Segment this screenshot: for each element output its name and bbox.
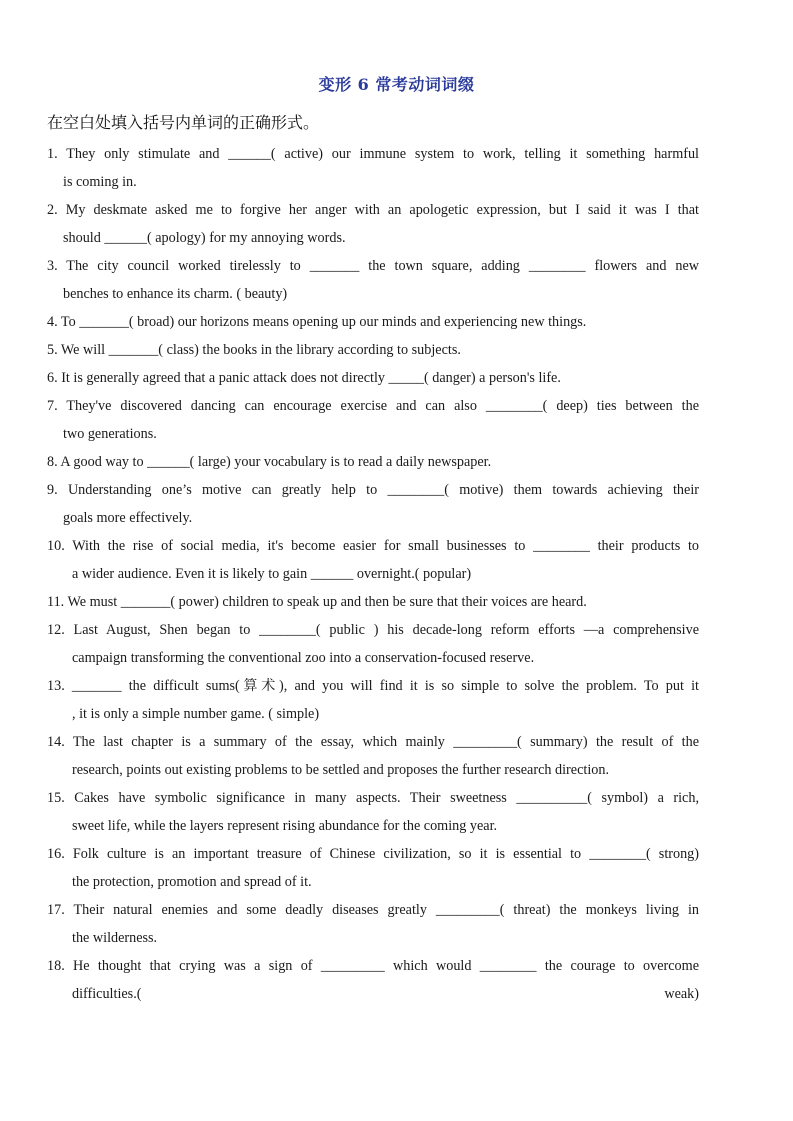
- item-line-left: difficulties.(: [72, 986, 142, 1002]
- instruction-text: 在空白处填入括号内单词的正确形式。: [47, 113, 320, 132]
- exercise-item-13: [47, 672, 699, 728]
- item-line: the wilderness.: [72, 930, 158, 946]
- item-line: 13. _______ the difficult sums(算术), and you will find it is so simple to solve the problem. To put it: [47, 678, 699, 694]
- item-line: research, points out existing problems to be settled and proposes the further research direction.: [72, 762, 609, 778]
- exercise-item-5: [47, 336, 699, 364]
- item-line: 3. The city council worked tirelessly to _______ the town square, adding ________ flowers and new: [47, 258, 699, 274]
- item-line: 8. A good way to ______( large) your vocabulary is to read a daily newspaper.: [47, 454, 492, 470]
- exercise-item-12: [47, 616, 699, 672]
- item-line: 11. We must _______( power) children to speak up and then be sure that their voices are heard.: [47, 594, 587, 610]
- item-line: two generations.: [63, 426, 157, 442]
- item-line: 4. To _______( broad) our horizons means opening up our minds and experiencing new things.: [47, 314, 587, 330]
- item-line: 14. The last chapter is a summary of the essay, which mainly _________( summary) the result of the: [47, 734, 699, 750]
- page-title: 变形 6 常考动词词缀: [318, 75, 475, 94]
- exercise-item-7: [47, 392, 699, 448]
- exercise-list: [47, 140, 699, 1008]
- item-line: campaign transforming the conventional zoo into a conservation-focused reserve.: [72, 650, 535, 666]
- item-line: 12. Last August, Shen began to ________( public ) his decade-long reform efforts —a comprehensive: [47, 622, 699, 638]
- exercise-item-17: [47, 896, 699, 952]
- item-line: 17. Their natural enemies and some deadly diseases greatly _________( threat) the monkeys living in: [47, 902, 699, 918]
- item-line: 15. Cakes have symbolic significance in many aspects. Their sweetness __________( symbol) a rich,: [47, 790, 699, 806]
- item-line: 9. Understanding one’s motive can greatly help to ________( motive) them towards achieving their: [47, 482, 699, 498]
- item-line: 7. They've discovered dancing can encourage exercise and can also ________( deep) ties between the: [47, 398, 699, 414]
- exercise-item-3: [47, 252, 699, 308]
- item-line: benches to enhance its charm. ( beauty): [63, 286, 288, 302]
- item-line: 1. They only stimulate and ______( active) our immune system to work, telling it something harmful: [47, 146, 699, 162]
- item-line: goals more effectively.: [63, 510, 193, 526]
- exercise-item-18: [47, 952, 699, 1008]
- exercise-item-14: [47, 728, 699, 784]
- item-line: the protection, promotion and spread of it.: [72, 874, 312, 890]
- exercise-item-8: [47, 448, 699, 476]
- item-line: , it is only a simple number game. ( simple): [72, 706, 320, 722]
- item-line: should ______( apology) for my annoying words.: [63, 230, 346, 246]
- exercise-item-4: [47, 308, 699, 336]
- exercise-item-6: [47, 364, 699, 392]
- exercise-item-2: [47, 196, 699, 252]
- item-line: 5. We will _______( class) the books in the library according to subjects.: [47, 342, 461, 358]
- item-line: a wider audience. Even it is likely to gain ______ overnight.( popular): [72, 566, 472, 582]
- item-line: 16. Folk culture is an important treasure of Chinese civilization, so it is essential to ________( strong): [47, 846, 699, 862]
- exercise-item-9: [47, 476, 699, 532]
- item-line: 2. My deskmate asked me to forgive her anger with an apologetic expression, but I said it was I that: [47, 202, 699, 218]
- exercise-item-16: [47, 840, 699, 896]
- item-line: is coming in.: [63, 174, 137, 190]
- item-line: 6. It is generally agreed that a panic attack does not directly _____( danger) a person's life.: [47, 370, 561, 386]
- item-line: sweet life, while the layers represent rising abundance for the coming year.: [72, 818, 498, 834]
- exercise-item-1: [47, 140, 699, 196]
- exercise-item-10: [47, 532, 699, 588]
- item-line-right: weak): [664, 986, 699, 1002]
- item-line: 18. He thought that crying was a sign of _________ which would ________ the courage to overcome: [47, 958, 699, 974]
- item-line: 10. With the rise of social media, it's become easier for small businesses to ________ their products to: [47, 538, 699, 554]
- item-line-split: [47, 980, 699, 1008]
- exercise-item-11: [47, 588, 699, 616]
- exercise-item-15: [47, 784, 699, 840]
